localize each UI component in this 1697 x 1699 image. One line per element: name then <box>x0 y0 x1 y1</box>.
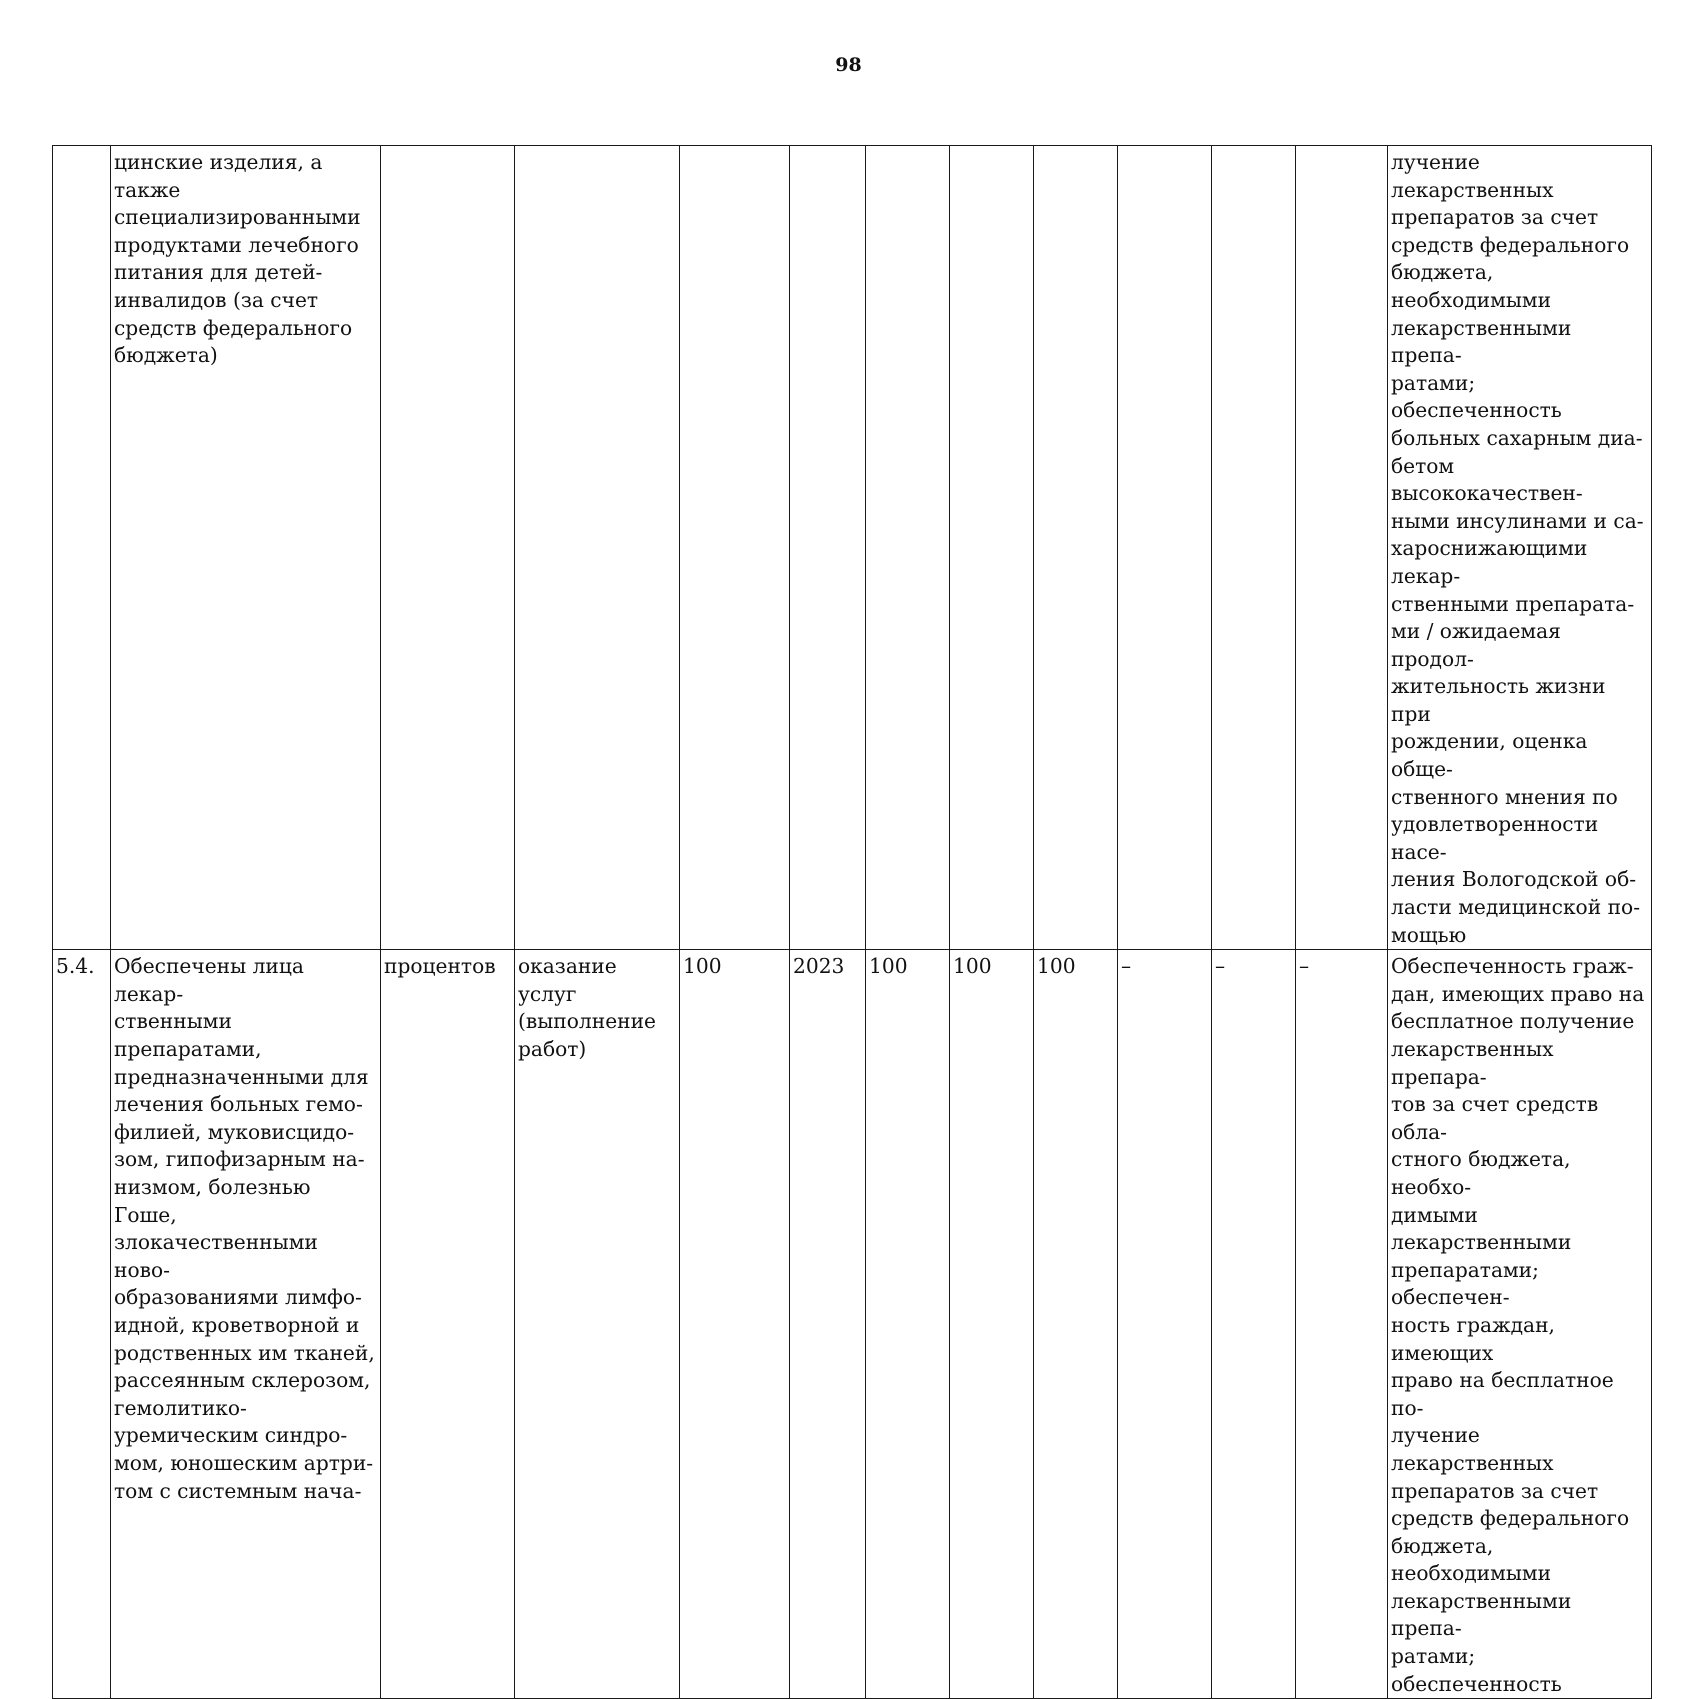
cell-value-3 <box>1034 146 1118 950</box>
cell-base-year <box>790 146 866 950</box>
cell-value-1 <box>866 146 950 950</box>
cell-value-6 <box>1296 146 1388 950</box>
cell-base-value: 100 <box>680 950 790 1699</box>
results-table <box>52 145 1652 1699</box>
cell-value-5 <box>1212 146 1296 950</box>
cell-number: 5.4. <box>53 950 111 1699</box>
cell-base-year: 2023 <box>790 950 866 1699</box>
cell-unit <box>381 146 515 950</box>
cell-indicator: Обеспеченность граж- дан, имеющих право на бесплатное получение лекарственных препара- тов за счет средств обла- стного бюджета, необхо- димыми лекарственными препаратами; обеспечен- ность граждан, имеющих право на бесплатное по- лучение лекарственных препаратов за счет средств федерального бюджета, необходимыми лекарственными препа- ратами; обеспеченность <box>1388 950 1652 1699</box>
cell-number <box>53 146 111 950</box>
cell-indicator: лучение лекарственных препаратов за счет средств федерального бюджета, необходимыми лекарственными препа- ратами; обеспеченность больных сахарным диа- бетом высококачествен- ными инсулинами и са- хароснижающими лекар- ственными препарата- ми / ожидаемая продол- жительность жизни при рождении, оценка обще- ственного мнения по удовлетворенности насе- ления Вологодской об- ласти медицинской по- мощью <box>1388 146 1652 950</box>
table-row <box>53 950 1652 1699</box>
page-number: 98 <box>835 54 862 76</box>
cell-value-4: – <box>1118 950 1212 1699</box>
cell-type <box>515 146 680 950</box>
cell-value-3: 100 <box>1034 950 1118 1699</box>
cell-value-6: – <box>1296 950 1388 1699</box>
cell-unit: процентов <box>381 950 515 1699</box>
cell-value-4 <box>1118 146 1212 950</box>
cell-value-2 <box>950 146 1034 950</box>
table-row <box>53 146 1652 950</box>
cell-result-name: Обеспечены лица лекар- ственными препаратами, предназначенными для лечения больных гемо- филией, муковисцидо- зом, гипофизарным на- низмом, болезнью Гоше, злокачественными ново- образованиями лимфо- идной, кроветворной и родственных им тканей, рассеянным склерозом, гемолитико- уремическим синдро- мом, юношеским артри- том с системным нача- <box>111 950 381 1699</box>
cell-value-5: – <box>1212 950 1296 1699</box>
cell-base-value <box>680 146 790 950</box>
cell-value-1: 100 <box>866 950 950 1699</box>
cell-result-name: цинские изделия, а также специализированными продуктами лечебного питания для детей- инвалидов (за счет средств федерального бюджета) <box>111 146 381 950</box>
cell-type: оказание услуг (выполнение работ) <box>515 950 680 1699</box>
cell-value-2: 100 <box>950 950 1034 1699</box>
